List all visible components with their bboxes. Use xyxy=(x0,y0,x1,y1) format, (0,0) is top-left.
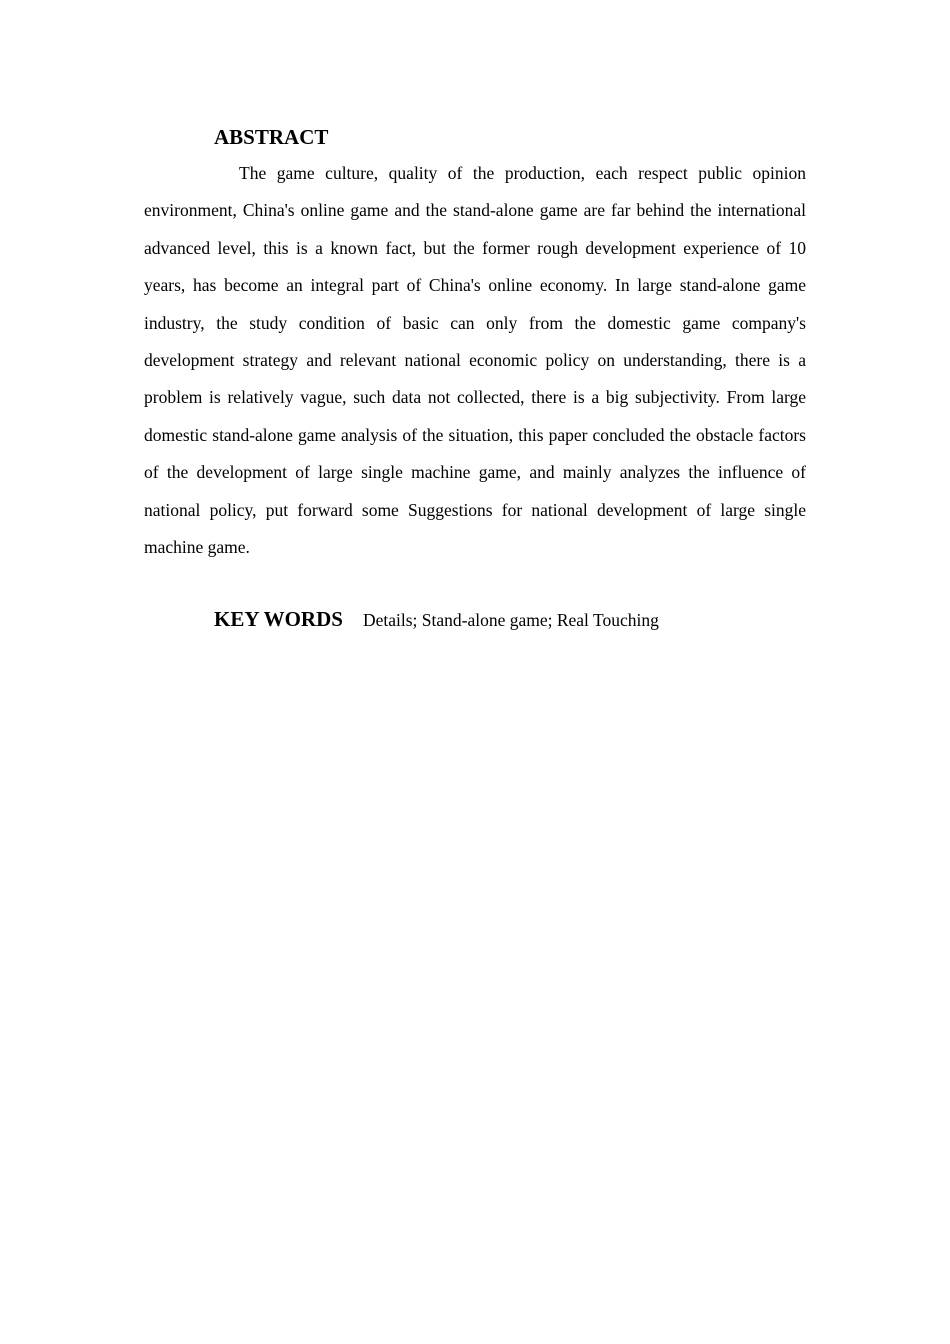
abstract-heading: ABSTRACT xyxy=(214,125,329,149)
keywords-label: KEY WORDS xyxy=(214,607,343,631)
abstract-paragraph: The game culture, quality of the production, each respect public opinion environment, China's online game and the stand-alone game are far behind the international advanced level, this is a known fact, but the former rough development experience of 10 years, has become an integral part of China's online economy. In large stand-alone game industry, the study condition of basic can only from the domestic game company's development strategy and relevant national economic policy on understanding, there is a problem is relatively vague, such data not collected, there is a big subjectivity. From large domestic stand-alone game analysis of the situation, this paper concluded the obstacle factors of the development of large single machine game, and mainly analyzes the influence of national policy, put forward some Suggestions for national development of large single machine game. xyxy=(144,163,806,558)
keywords-line xyxy=(214,604,659,637)
keywords-value: Details; Stand-alone game; Real Touching xyxy=(362,610,659,630)
